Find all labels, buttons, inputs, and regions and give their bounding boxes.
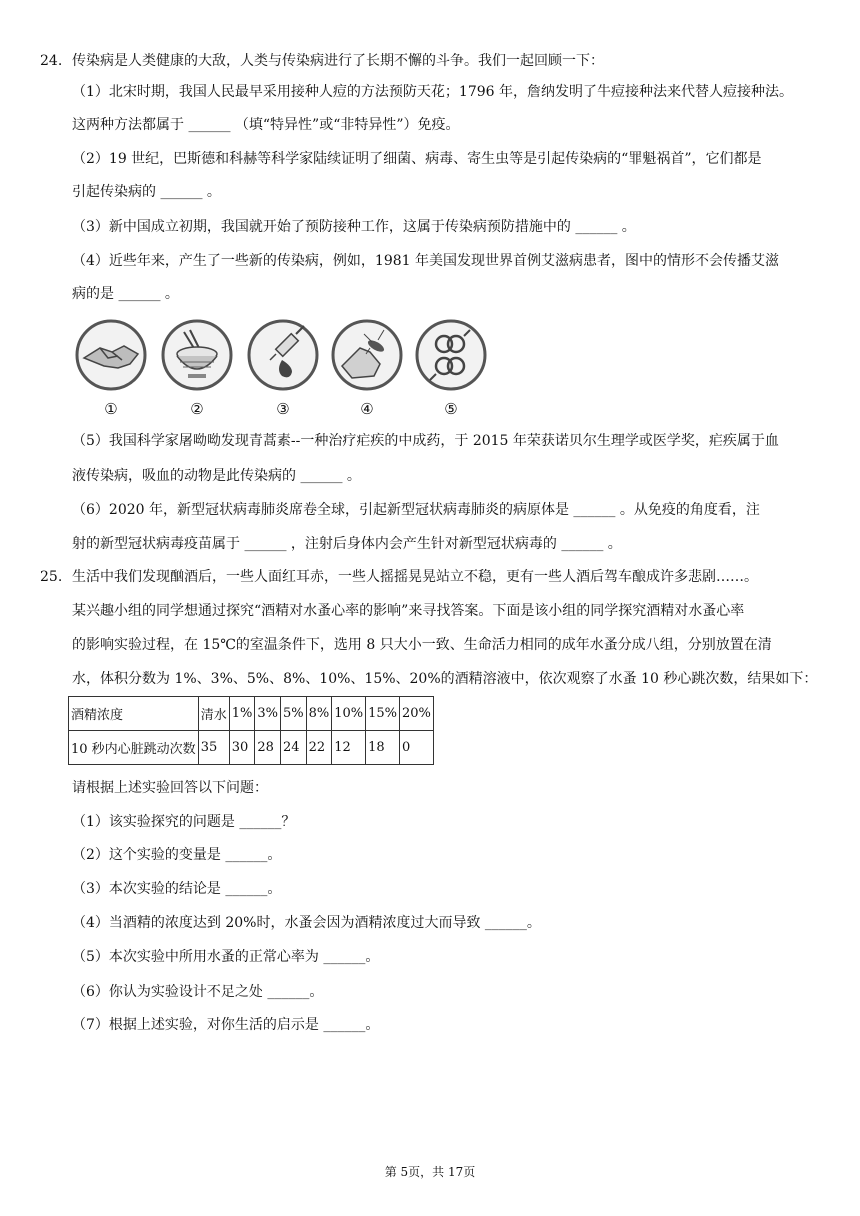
table-row bbox=[69, 697, 434, 731]
results-table bbox=[68, 696, 434, 765]
syringe-blood-icon bbox=[246, 318, 320, 392]
q25-sub4: （4）当酒精的浓度达到 20%时，水蚤会因为酒精浓度过大而导致 ______。 bbox=[72, 915, 541, 931]
table-cell: 15% bbox=[366, 697, 400, 731]
q24-part4-line2: 病的是 ______ 。 bbox=[72, 286, 179, 302]
transmission-figure bbox=[74, 318, 494, 420]
handshake-figure bbox=[74, 318, 148, 420]
rings-figure bbox=[414, 318, 488, 420]
q24-part3-line1: （3）新中国成立初期，我国就开始了预防接种工作，这属于传染病预防措施中的 ______ 。 bbox=[72, 219, 636, 235]
figure-label: ③ bbox=[276, 400, 290, 418]
mosquito-figure bbox=[330, 318, 404, 420]
q25-line3: 的影响实验过程，在 15℃的室温条件下，选用 8 只大小一致、生命活力相同的成年水蚤分成八组，分别放置在清 bbox=[72, 637, 772, 653]
table-cell: 5% bbox=[280, 697, 306, 731]
table-row bbox=[69, 731, 434, 765]
question-25-number: 25. bbox=[40, 569, 63, 585]
table-header-cell: 10 秒内心脏跳动次数 bbox=[69, 731, 199, 765]
rings-icon bbox=[414, 318, 488, 392]
figure-label: ⑤ bbox=[444, 400, 458, 418]
question-24-stem: 传染病是人类健康的大敌，人类与传染病进行了长期不懈的斗争。我们一起回顾一下： bbox=[72, 53, 604, 69]
q25-sub6: （6）你认为实验设计不足之处 ______。 bbox=[72, 984, 324, 1000]
table-cell: 8% bbox=[306, 697, 332, 731]
syringe-figure bbox=[246, 318, 320, 420]
q24-part5-line1: （5）我国科学家屠呦呦发现青蒿素--一种治疗疟疾的中成药，于 2015 年荣获诺贝尔生理学或医学奖，疟疾属于血 bbox=[72, 433, 779, 449]
table-cell: 22 bbox=[306, 731, 332, 765]
shared-rice-bowl-icon bbox=[160, 318, 234, 392]
q25-sub5: （5）本次实验中所用水蚤的正常心率为 ______。 bbox=[72, 949, 380, 965]
table-cell: 3% bbox=[255, 697, 281, 731]
table-cell: 18 bbox=[366, 731, 400, 765]
figure-label: ④ bbox=[360, 400, 374, 418]
figure-label: ① bbox=[104, 400, 118, 418]
table-cell: 24 bbox=[280, 731, 306, 765]
table-cell: 30 bbox=[229, 731, 255, 765]
q25-line1: 生活中我们发现酗酒后，一些人面红耳赤，一些人摇摇晃晃站立不稳，更有一些人酒后驾车酿成许多悲剧……。 bbox=[72, 569, 758, 585]
table-cell: 35 bbox=[198, 731, 229, 765]
table-cell: 12 bbox=[332, 731, 366, 765]
table-cell: 20% bbox=[400, 697, 434, 731]
figure-label: ② bbox=[190, 400, 204, 418]
q24-part6-line1: （6）2020 年，新型冠状病毒肺炎席卷全球，引起新型冠状病毒肺炎的病原体是 ______ 。从免疫的角度看，注 bbox=[72, 502, 760, 518]
q24-part2-line2: 引起传染病的 ______ 。 bbox=[72, 184, 221, 200]
q24-part1-line1: （1）北宋时期，我国人民最早采用接种人痘的方法预防天花；1796 年，詹纳发明了牛痘接种法来代替人痘接种法。 bbox=[72, 84, 793, 100]
q25-line2: 某兴趣小组的同学想通过探究“酒精对水蚤心率的影响”来寻找答案。下面是该小组的同学探究酒精对水蚤心率 bbox=[72, 603, 745, 619]
q25-sub3: （3）本次实验的结论是 ______。 bbox=[72, 881, 282, 897]
mosquito-bite-icon bbox=[330, 318, 404, 392]
table-header-cell: 酒精浓度 bbox=[69, 697, 199, 731]
table-cell: 28 bbox=[255, 731, 281, 765]
page-footer: 第 5页，共 17页 bbox=[384, 1165, 476, 1179]
q25-sub7: （7）根据上述实验，对你生活的启示是 ______。 bbox=[72, 1017, 380, 1033]
q24-part5-line2: 液传染病，吸血的动物是此传染病的 ______ 。 bbox=[72, 468, 361, 484]
q24-part1-line2: 这两种方法都属于 ______ （填“特异性”或“非特异性”）免疫。 bbox=[72, 117, 460, 133]
table-cell: 0 bbox=[400, 731, 434, 765]
table-cell: 1% bbox=[229, 697, 255, 731]
q24-part2-line1: （2）19 世纪，巴斯德和科赫等科学家陆续证明了细菌、病毒、寄生虫等是引起传染病的“罪魁祸首”，它们都是 bbox=[72, 151, 762, 167]
q24-part6-line2: 射的新型冠状病毒疫苗属于 ______ ，注射后身体内会产生针对新型冠状病毒的 ______ 。 bbox=[72, 536, 622, 552]
question-24-number: 24. bbox=[40, 53, 63, 69]
q25-line4: 水，体积分数为 1%、3%、5%、8%、10%、15%、20%的酒精溶液中，依次观察了水蚤 10 秒心跳次数，结果如下： bbox=[72, 671, 818, 687]
rice-bowl-figure bbox=[160, 318, 234, 420]
q25-prompt: 请根据上述实验回答以下问题： bbox=[72, 780, 268, 796]
table-cell: 清水 bbox=[198, 697, 229, 731]
q25-sub1: （1）该实验探究的问题是 ______？ bbox=[72, 814, 296, 830]
table-cell: 10% bbox=[332, 697, 366, 731]
q25-sub2: （2）这个实验的变量是 ______。 bbox=[72, 847, 282, 863]
handshake-icon bbox=[74, 318, 148, 392]
q24-part4-line1: （4）近些年来，产生了一些新的传染病，例如，1981 年美国发现世界首例艾滋病患者，图中的情形不会传播艾滋 bbox=[72, 253, 779, 269]
